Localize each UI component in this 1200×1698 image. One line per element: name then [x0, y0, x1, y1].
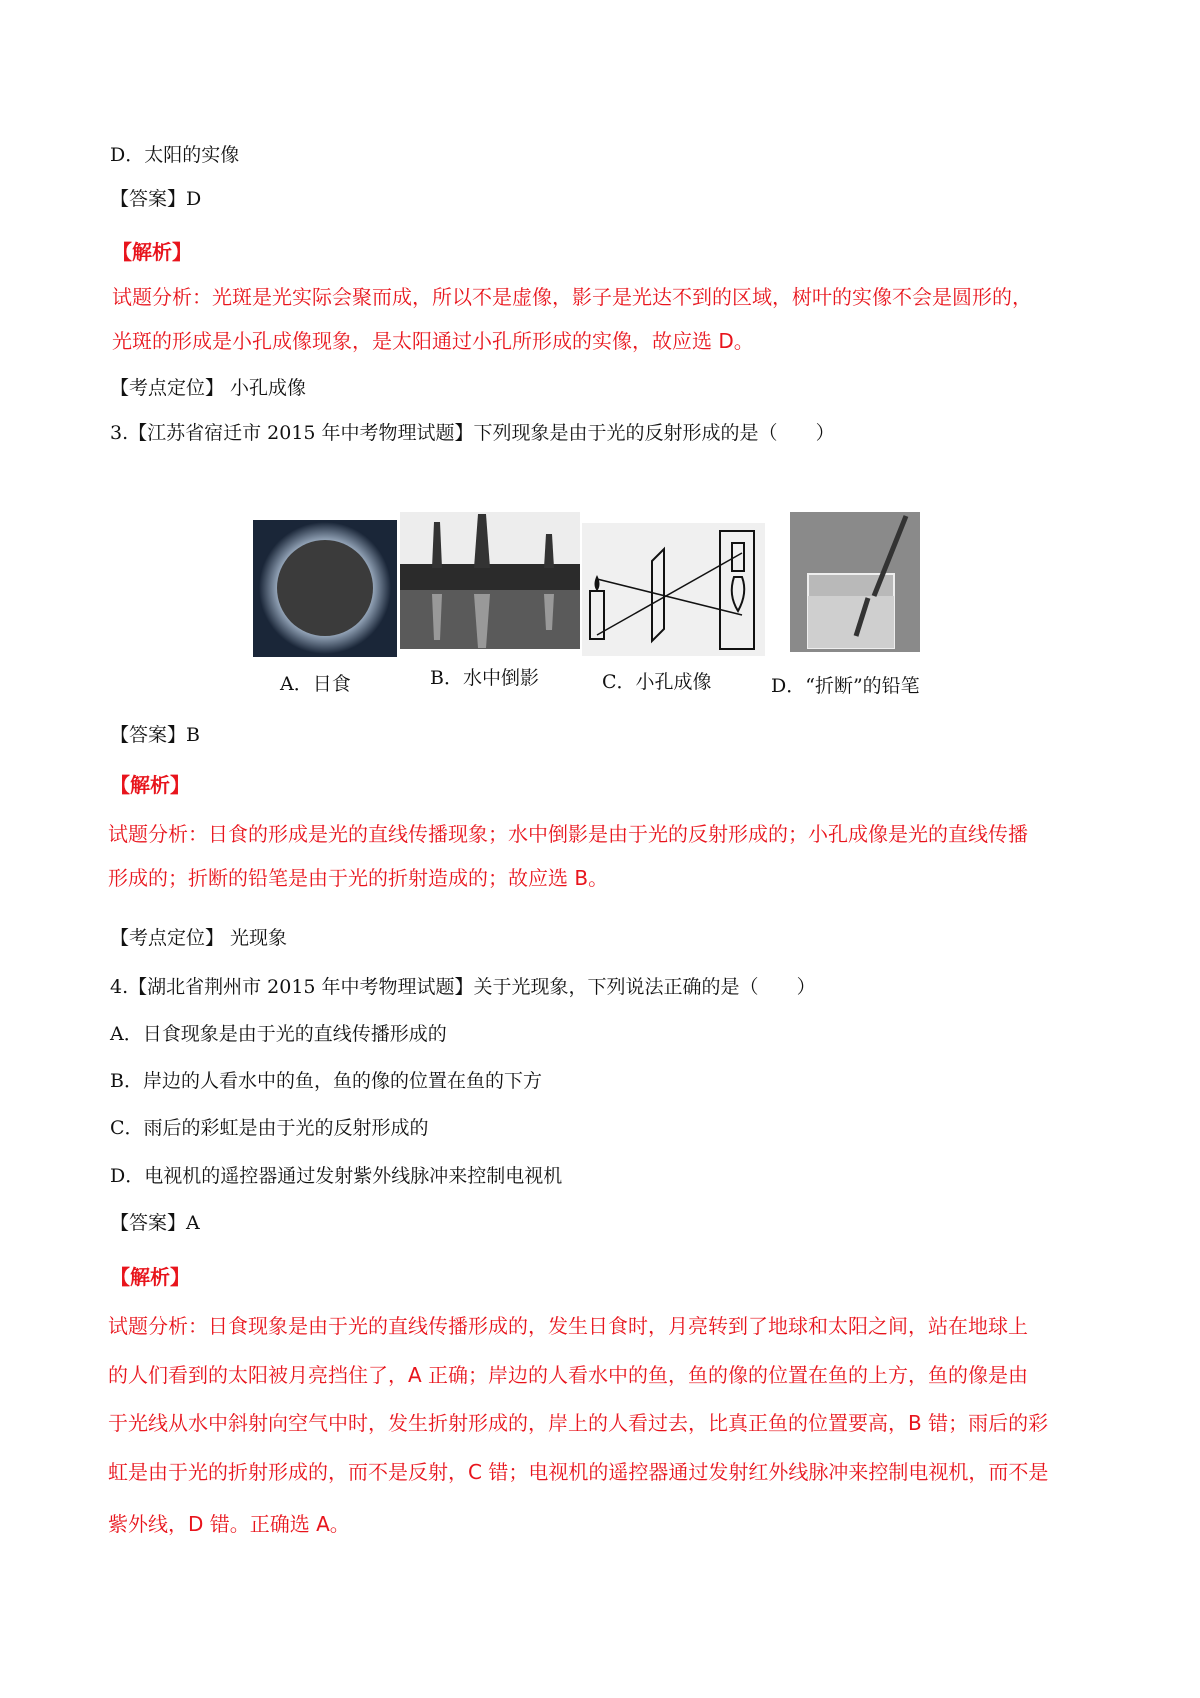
q4-option-d: D．电视机的遥控器通过发射紫外线脉冲来控制电视机	[110, 1165, 563, 1187]
pinhole-camera-diagram	[582, 523, 765, 656]
q3-answer: 【答案】B	[110, 724, 200, 746]
q2-point: 【考点定位】 小孔成像	[110, 377, 307, 399]
q4-stem: 4.【湖北省荆州市 2015 年中考物理试题】关于光现象，下列说法正确的是（ ）	[110, 976, 816, 998]
figure-label-d: D．“折断”的铅笔	[771, 675, 920, 697]
q3-stem: 3.【江苏省宿迁市 2015 年中考物理试题】下列现象是由于光的反射形成的是（ ）	[110, 422, 835, 444]
q4-analysis-title: 【解析】	[110, 1265, 190, 1289]
q4-analysis-line-3: 于光线从水中斜射向空气中时，发生折射形成的，岸上的人看过去，比真正鱼的位置要高，B 错；雨后的彩	[108, 1411, 1049, 1435]
q4-option-a: A．日食现象是由于光的直线传播形成的	[110, 1023, 447, 1045]
q4-answer: 【答案】A	[110, 1212, 200, 1234]
q2-answer: 【答案】D	[110, 188, 202, 210]
q3-analysis-line-2: 形成的；折断的铅笔是由于光的折射造成的；故应选 B。	[108, 866, 609, 890]
q2-analysis-line-2: 光斑的形成是小孔成像现象，是太阳通过小孔所形成的实像，故应选 D。	[112, 329, 754, 353]
q3-analysis-line-1: 试题分析：日食的形成是光的直线传播现象；水中倒影是由于光的反射形成的；小孔成像是光的直线传播	[108, 822, 1028, 846]
q2-analysis-title: 【解析】	[112, 240, 192, 264]
figure-label-a: A．日食	[280, 673, 351, 695]
q4-analysis-line-5: 紫外线，D 错。正确选 A。	[108, 1512, 350, 1536]
q3-point: 【考点定位】 光现象	[110, 927, 288, 949]
q3-analysis-title: 【解析】	[110, 773, 190, 797]
q2-analysis-line-1: 试题分析：光斑是光实际会聚而成，所以不是虚像，影子是光达不到的区域，树叶的实像不会是圆形的，	[112, 285, 1032, 309]
pagoda-reflection-image	[400, 512, 580, 649]
q4-analysis-line-1: 试题分析：日食现象是由于光的直线传播形成的，发生日食时，月亮转到了地球和太阳之间，站在地球上	[108, 1314, 1028, 1338]
bent-pencil-in-water-image	[790, 512, 920, 652]
figure-label-b: B．水中倒影	[430, 667, 539, 689]
q4-option-c: C．雨后的彩虹是由于光的反射形成的	[110, 1117, 429, 1139]
q4-analysis-line-2: 的人们看到的太阳被月亮挡住了，A 正确；岸边的人看水中的鱼，鱼的像的位置在鱼的上方，鱼的像是由	[108, 1363, 1029, 1387]
q4-analysis-line-4: 虹是由于光的折射形成的，而不是反射，C 错；电视机的遥控器通过发射红外线脉冲来控制电视机，而不是	[108, 1460, 1049, 1484]
figure-label-c: C．小孔成像	[602, 671, 712, 693]
solar-eclipse-image	[253, 520, 397, 657]
q2-option-d: D．太阳的实像	[110, 144, 240, 166]
q4-option-b: B．岸边的人看水中的鱼，鱼的像的位置在鱼的下方	[110, 1070, 542, 1092]
